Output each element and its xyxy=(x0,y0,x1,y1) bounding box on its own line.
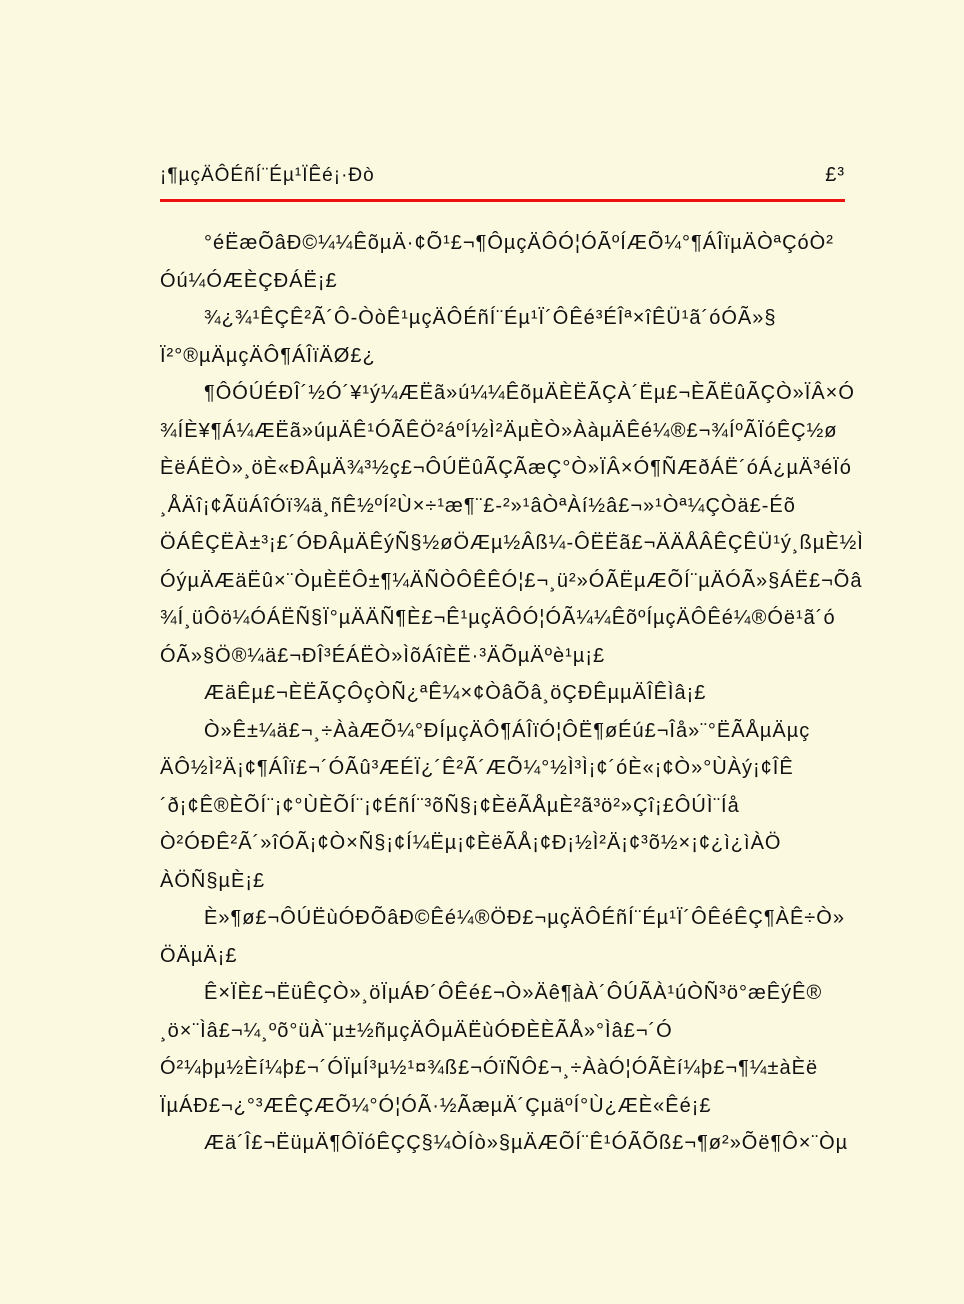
text-line: Ò»Ê±¼ä£¬¸÷ÀàÆÕ¼°ÐÍµçÄÔ¶ÁÎïÓ¦ÔË¶øÉú£¬Îå»¨°ËÃÅµÄµç xyxy=(204,719,811,742)
text-line: ¾ÍÈ¥¶Á¼ÆËã»úµÄÊ¹ÓÃÊÖ²áºÍ½Ì²ÄµÈÒ»ÀàµÄÊé¼®£¬¾ÍºÃÏóÊÇ½ø xyxy=(160,419,838,442)
text-line: Æä´Î£¬ËüµÄ¶ÔÏóÊÇÇ§¼ÒÍò»§µÄÆÕÍ¨Ê¹ÓÃÕß£¬¶ø²»Õë¶Ô×¨Òµ xyxy=(204,1132,849,1154)
paragraph xyxy=(160,300,845,375)
running-title: ¡¶µçÄÔÉñÍ¨Éµ¹ÏÊé¡·Ðò xyxy=(160,165,375,186)
text-line: Ò²ÓÐÊ²Ã´»îÓÃ¡¢Ò×Ñ§¡¢Í¼Ëµ¡¢ÈëÃÅ¡¢Ð¡½Ì²Ä¡¢³õ½×¡¢¿ì¿ìÀÖ xyxy=(160,832,782,854)
text-line: ¾¿¾¹ÊÇÊ²Ã´Ô-ÒòÊ¹µçÄÔÉñÍ¨Éµ¹Ï´ÔÊé³ÉÎª×îÊÜ¹ã´óÓÃ»§ xyxy=(204,307,777,329)
text-line: ÖÄµÄ¡£ xyxy=(160,944,238,967)
page-number: £³ xyxy=(825,164,845,186)
text-line: ÏµÁÐ£¬¿°³ÆÊÇÆÕ¼°Ó¦ÓÃ·½ÃæµÄ´ÇµäºÍ°Ù¿ÆÈ«Êé¡£ xyxy=(160,1094,712,1117)
text-line: °éËæÕâÐ©¼¼ÊõµÄ·¢Õ¹£¬¶ÔµçÄÔÓ¦ÓÃºÍÆÕ¼°¶ÁÎïµÄÒªÇóÒ² xyxy=(204,232,834,254)
text-line: Ê×ÏÈ£¬ËüÊÇÒ»¸öÏµÁÐ´ÔÊé£¬Ò»Äê¶àÀ´ÔÚÃÀ¹úÒÑ³ö°æÊýÊ® xyxy=(204,982,823,1004)
page-header xyxy=(160,163,845,188)
text-line: ÓýµÄÆäËû×¨ÒµÈËÔ±¶¼ÄÑÒÔÊÊÓ¦£¬¸ü²»ÓÃËµÆÕÍ¨µÄÓÃ»§ÁË£¬Õâ xyxy=(160,569,863,592)
text-line: ÀÖÑ§µÈ¡£ xyxy=(160,869,266,892)
text-line: ÄÔ½Ì²Ä¡¢¶ÁÎï£¬´ÓÃû³ÆÉÏ¿´Ê²Ã´ÆÕ¼°½Ì³Ì¡¢´óÈ«¡¢Ò»°ÙÀý¡¢ÎÊ xyxy=(160,757,794,779)
text-line: ÈëÁËÒ»¸öÈ«ÐÂµÄ¾³½ç£¬ÔÚËûÃÇÃæÇ°Ò»ÏÂ×Ó¶ÑÆðÁË´óÁ¿µÄ³éÏó xyxy=(160,457,852,479)
text-line: ´ð¡¢Ê®ÈÕÍ¨¡¢°ÙÈÕÍ¨¡¢ÉñÍ¨³õÑ§¡¢ÈëÃÅµÈ²ã³ö²»Çî¡£ÔÚÌ¨Íå xyxy=(160,794,740,817)
text-line: ÆäÊµ£¬ÈËÃÇÔçÒÑ¿ªÊ¼×¢ÒâÕâ¸öÇÐÊµµÄÎÊÌâ¡£ xyxy=(204,682,707,704)
paragraph xyxy=(160,975,845,1125)
text-line: ÓÃ»§Ö®¼ä£¬ÐÎ³ÉÁËÒ»ÌõÁîÈË·³ÄÕµÄºè¹µ¡£ xyxy=(160,644,606,667)
paragraph xyxy=(160,713,845,901)
paragraph xyxy=(160,225,845,300)
document-body xyxy=(160,225,864,1163)
text-line: È»¶ø£¬ÔÚËùÓÐÕâÐ©Êé¼®ÖÐ£¬µçÄÔÉñÍ¨Éµ¹Ï´ÔÊéÊÇ¶ÀÊ÷Ò» xyxy=(204,907,845,929)
header-rule xyxy=(160,199,845,202)
text-line: Ó²¼þµ½Èí¼þ£¬´ÓÏµÍ³µ½¹¤¾ß£¬ÓïÑÔ£¬¸÷ÀàÓ¦ÓÃÈí¼þ£¬¶¼±àÈë xyxy=(160,1057,819,1079)
text-line: ¸ÅÄî¡¢ÃüÁîÓï¾ä¸ñÊ½ºÍ²Ù×÷¹æ¶¨£-²»¹âÒªÀí½â£¬»¹Òª¼ÇÒä£-Éõ xyxy=(160,494,796,517)
text-line: ¸ö×¨Ìâ£¬¼¸ºõ°üÀ¨µ±½ñµçÄÔµÄËùÓÐÈÈÃÅ»°Ìâ£¬´Ó xyxy=(160,1019,673,1042)
text-line: ÖÁÊÇËÀ±³¡£´ÓÐÂµÄÊýÑ§½øÖÆµ½Âß¼-ÔËËã£¬ÄÄÅÂÊÇÊÜ¹ý¸ßµÈ½Ì xyxy=(160,532,864,554)
paragraph xyxy=(160,1125,849,1163)
text-line: ¾Í¸üÔö¼ÓÁËÑ§Ï°µÄÄÑ¶È£¬Ê¹µçÄÔÓ¦ÓÃ¼¼ÊõºÍµçÄÔÊé¼®Óë¹ã´ó xyxy=(160,607,836,629)
text-line: ¶ÔÓÚÉÐÎ´½Ó´¥¹ý¼ÆËã»ú¼¼ÊõµÄÈËÃÇÀ´Ëµ£¬ÈÃËûÃÇÒ»ÏÂ×Ó xyxy=(204,382,855,404)
text-line: Óú¼ÓÆÈÇÐÁË¡£ xyxy=(160,269,338,292)
paragraph xyxy=(160,675,845,713)
paragraph xyxy=(160,900,845,975)
text-line: Ï²°®µÄµçÄÔ¶ÁÎïÄØ£¿ xyxy=(160,344,376,367)
paragraph xyxy=(160,375,864,675)
